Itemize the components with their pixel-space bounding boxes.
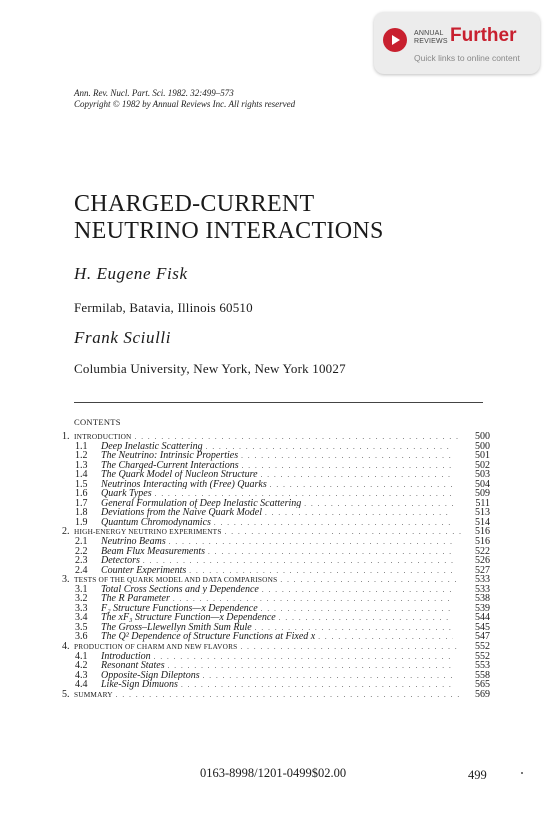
toc-dot-leader <box>214 519 453 528</box>
toc-entry-page: 527 <box>475 565 490 576</box>
toc-entry-page: 533 <box>475 575 490 585</box>
toc-subsection-row <box>62 652 490 662</box>
toc-dot-leader <box>169 538 453 547</box>
toc-entry-number: 4.1 <box>75 651 88 662</box>
toc-dot-leader <box>116 691 461 700</box>
toc-entry-label: Quark Types <box>101 489 152 499</box>
toc-dot-leader <box>262 586 453 595</box>
toc-dot-leader <box>208 548 453 557</box>
toc-subsection-row <box>62 623 490 633</box>
toc-entry-label: The R Parameter <box>101 594 170 604</box>
toc-entry-page: 500 <box>475 432 490 442</box>
author-affiliation: Fermilab, Batavia, Illinois 60510 <box>74 300 253 315</box>
toc-entry-number: 4.4 <box>75 680 88 690</box>
toc-subsection-row <box>62 461 490 471</box>
toc-entry-label: The Quark Model of Nucleon Structure <box>101 470 258 480</box>
toc-entry-page: 514 <box>475 517 490 528</box>
toc-entry-label: Total Cross Sections and y Dependence <box>101 584 259 595</box>
toc-subsection-row <box>62 585 490 595</box>
toc-entry-page: 513 <box>475 508 490 518</box>
title-line-2: NEUTRINO INTERACTIONS <box>74 218 384 244</box>
toc-dot-leader <box>154 653 453 662</box>
divider <box>74 402 483 403</box>
article-title <box>74 191 384 245</box>
toc-entry-label: The Q² Dependence of Structure Functions at Fixed x <box>101 632 316 643</box>
toc-entry-page: 545 <box>475 622 490 633</box>
further-logo-word: Further <box>450 25 517 46</box>
toc-entry-number: 3.1 <box>75 584 88 595</box>
toc-dot-leader <box>173 595 453 604</box>
toc-entry-page: 502 <box>475 460 490 471</box>
toc-entry-number: 1.9 <box>75 517 88 528</box>
author-affiliation: Columbia University, New York, New York 10027 <box>74 361 346 376</box>
toc-subsection-row <box>62 537 490 547</box>
toc-dot-leader <box>255 624 453 633</box>
toc-entry-label: Neutrinos Interacting with (Free) Quarks <box>101 479 267 490</box>
toc-dot-leader <box>241 452 453 461</box>
toc-dot-leader <box>203 672 453 681</box>
title-line-1: CHARGED-CURRENT <box>74 191 315 217</box>
toc-dot-leader <box>143 557 453 566</box>
citation-block <box>74 88 295 110</box>
toc-entry-page: 511 <box>475 498 490 509</box>
toc-entry-page: 503 <box>475 470 490 480</box>
toc-section-row <box>62 642 490 652</box>
toc-entry-number: 3.4 <box>75 613 88 623</box>
toc-entry-number: 2.4 <box>75 565 88 576</box>
toc-entry-label: Like-Sign Dimuons <box>101 680 178 690</box>
toc-entry-number: 1.6 <box>75 489 88 499</box>
toc-subsection-row <box>62 451 490 461</box>
toc-dot-leader <box>279 614 453 623</box>
toc-subsection-row <box>62 594 490 604</box>
toc-subsection-row <box>62 613 490 623</box>
toc-entry-page: 516 <box>475 537 490 547</box>
author-name: H. Eugene Fisk <box>74 264 188 283</box>
toc-entry-page: 538 <box>475 594 490 604</box>
toc-subsection-row <box>62 480 490 490</box>
toc-entry-number: 3. <box>62 575 70 585</box>
toc-dot-leader <box>261 471 453 480</box>
toc-entry-page: 552 <box>475 651 490 662</box>
toc-entry-label: Deviations from the Naive Quark Model <box>101 508 262 518</box>
toc-section-row <box>62 575 490 585</box>
toc-entry-page: 509 <box>475 489 490 499</box>
toc-dot-leader <box>155 490 453 499</box>
toc-entry-number: 1.5 <box>75 479 88 490</box>
toc-entry-label: SUMMARY <box>74 689 113 699</box>
toc-subsection-row <box>62 518 490 528</box>
toc-dot-leader <box>225 528 461 537</box>
toc-entry-label: The xF₃ Structure Function—x Dependence <box>101 613 276 623</box>
toc-entry-label: F₂ Structure Functions—x Dependence <box>101 603 258 614</box>
toc-entry-label: Introduction <box>101 651 151 662</box>
toc-entry-label: The Gross–Llewellyn Smith Sum Rule <box>101 622 252 633</box>
toc-subsection-row <box>62 604 490 614</box>
toc-subsection-row <box>62 499 490 509</box>
toc-entry-label: TESTS OF THE QUARK MODEL AND DATA COMPARISONS <box>74 575 278 585</box>
toc-entry-label: Resonant States <box>101 661 165 671</box>
toc-entry-number: 1.7 <box>75 498 88 509</box>
toc-entry-label: General Formulation of Deep Inelastic Scattering <box>101 498 302 509</box>
toc-subsection-row <box>62 661 490 671</box>
toc-section-row <box>62 527 490 537</box>
toc-entry-label: Detectors <box>101 556 140 566</box>
toc-entry-number: 4. <box>62 642 70 652</box>
toc-entry-number: 2.2 <box>75 546 88 557</box>
toc-subsection-row <box>62 671 490 681</box>
toc-entry-number: 3.5 <box>75 622 88 633</box>
toc-entry-number: 1.8 <box>75 508 88 518</box>
toc-entry-page: 504 <box>475 479 490 490</box>
toc-entry-label: HIGH-ENERGY NEUTRINO EXPERIMENTS <box>74 527 222 537</box>
further-tagline: Quick links to online content <box>414 53 520 63</box>
toc-subsection-row <box>62 556 490 566</box>
toc-entry-page: 533 <box>475 584 490 595</box>
author-name: Frank Sciulli <box>74 328 172 347</box>
toc-dot-leader <box>318 633 453 642</box>
toc-entry-page: 522 <box>475 546 490 557</box>
toc-entry-page: 547 <box>475 632 490 643</box>
toc-entry-page: 516 <box>475 527 490 538</box>
toc-dot-leader <box>240 643 461 652</box>
toc-entry-label: Opposite-Sign Dileptons <box>101 670 200 681</box>
toc-entry-label: Beam Flux Measurements <box>101 546 206 557</box>
toc-dot-leader <box>135 433 461 442</box>
toc-subsection-row <box>62 442 490 452</box>
toc-entry-number: 4.2 <box>75 661 88 671</box>
toc-entry-page: 500 <box>475 441 490 452</box>
toc-entry-label: The Charged-Current Interactions <box>101 460 239 471</box>
toc-subsection-row <box>62 489 490 499</box>
toc-subsection-row <box>62 508 490 518</box>
toc-entry-number: 3.6 <box>75 632 88 643</box>
toc-entry-label: Neutrino Beams <box>101 537 166 547</box>
issn-line: 0163-8998/1201-0499$02.00 <box>200 766 347 780</box>
further-quick-links-badge[interactable] <box>374 12 540 74</box>
toc-entry-page: 544 <box>475 613 490 623</box>
toc-entry-page: 552 <box>475 642 490 652</box>
toc-subsection-row <box>62 547 490 557</box>
toc-entry-number: 3.2 <box>75 594 88 604</box>
toc-entry-page: 558 <box>475 670 490 681</box>
toc-subsection-row <box>62 680 490 690</box>
toc-entry-number: 2.3 <box>75 556 88 566</box>
toc-dot-leader <box>261 605 453 614</box>
toc-entry-number: 3.3 <box>75 603 88 614</box>
toc-entry-number: 5. <box>62 689 70 700</box>
page-number: 499 <box>468 768 487 782</box>
toc-dot-leader <box>206 443 453 452</box>
toc-dot-leader <box>168 662 453 671</box>
toc-dot-leader <box>265 509 453 518</box>
toc-entry-label: The Neutrino: Intrinsic Properties <box>101 451 239 461</box>
toc-entry-number: 1. <box>62 432 70 442</box>
toc-entry-number: 1.1 <box>75 441 88 452</box>
toc-section-row <box>62 690 490 700</box>
toc-dot-leader <box>270 481 453 490</box>
toc-dot-leader <box>189 567 453 576</box>
scan-speck <box>521 772 523 774</box>
toc-entry-page: 501 <box>475 451 490 461</box>
toc-subsection-row <box>62 566 490 576</box>
toc-entry-page: 565 <box>475 680 490 690</box>
toc-entry-number: 4.3 <box>75 670 88 681</box>
toc-entry-page: 569 <box>475 689 490 700</box>
toc-dot-leader <box>242 462 453 471</box>
toc-entry-label: Counter Experiments <box>101 565 187 576</box>
table-of-contents <box>62 432 490 699</box>
toc-entry-number: 1.2 <box>75 451 88 461</box>
toc-entry-page: 539 <box>475 603 490 614</box>
toc-dot-leader <box>181 681 453 690</box>
copyright-notice: Copyright © 1982 by Annual Reviews Inc. All rights reserved <box>74 99 296 109</box>
toc-subsection-row <box>62 632 490 642</box>
toc-entry-number: 1.4 <box>75 470 88 480</box>
toc-entry-label: Deep Inelastic Scattering <box>101 441 203 452</box>
annual-reviews-logo-text: ANNUAL REVIEWS <box>414 30 448 45</box>
toc-entry-label: Quantum Chromodynamics <box>101 517 211 528</box>
toc-entry-label: PRODUCTION OF CHARM AND NEW FLAVORS <box>74 642 238 652</box>
contents-heading: CONTENTS <box>74 417 121 427</box>
journal-citation: Ann. Rev. Nucl. Part. Sci. 1982. 32:499–573 <box>74 88 234 98</box>
toc-entry-number: 2. <box>62 527 70 538</box>
toc-dot-leader <box>304 500 453 509</box>
toc-dot-leader <box>280 576 461 585</box>
toc-subsection-row <box>62 470 490 480</box>
toc-entry-number: 1.3 <box>75 460 88 471</box>
toc-entry-label: INTRODUCTION <box>74 432 132 441</box>
toc-entry-page: 553 <box>475 661 490 671</box>
toc-section-row <box>62 432 490 442</box>
toc-entry-page: 526 <box>475 556 490 566</box>
arrow-icon <box>383 28 407 52</box>
toc-entry-number: 2.1 <box>75 537 88 547</box>
